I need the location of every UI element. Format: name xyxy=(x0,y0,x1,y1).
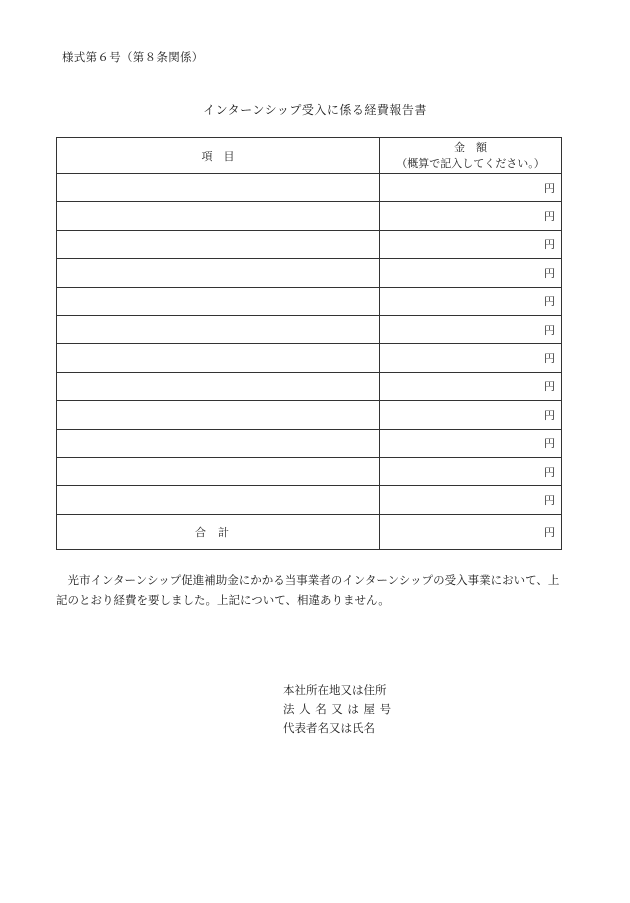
yen-unit: 円 xyxy=(544,437,555,451)
yen-unit: 円 xyxy=(544,352,555,366)
amount-cell[interactable] xyxy=(380,315,562,343)
business-name-label: 法人名又は屋号 xyxy=(283,702,396,716)
item-cell[interactable] xyxy=(57,174,380,202)
yen-unit: 円 xyxy=(544,465,555,479)
yen-unit: 円 xyxy=(544,295,555,309)
yen-unit: 円 xyxy=(544,210,555,224)
table-row xyxy=(57,202,562,230)
yen-unit: 円 xyxy=(544,380,555,394)
item-cell[interactable] xyxy=(57,401,380,429)
table-row xyxy=(57,344,562,372)
item-cell[interactable] xyxy=(57,230,380,258)
amount-cell[interactable] xyxy=(380,174,562,202)
table-row xyxy=(57,372,562,400)
table-row xyxy=(57,259,562,287)
amount-cell[interactable] xyxy=(380,259,562,287)
table-row xyxy=(57,174,562,202)
amount-cell[interactable] xyxy=(380,287,562,315)
item-cell[interactable] xyxy=(57,372,380,400)
total-yen-unit: 円 xyxy=(544,525,555,539)
total-row xyxy=(57,514,562,549)
table-row xyxy=(57,486,562,514)
amount-cell[interactable] xyxy=(380,372,562,400)
amount-cell[interactable] xyxy=(380,457,562,485)
item-cell[interactable] xyxy=(57,287,380,315)
table-row xyxy=(57,401,562,429)
item-cell[interactable] xyxy=(57,259,380,287)
form-number: 様式第６号（第８条関係） xyxy=(62,50,204,64)
amount-cell[interactable] xyxy=(380,202,562,230)
table-row xyxy=(57,230,562,258)
signature-block xyxy=(283,681,396,738)
total-amount[interactable] xyxy=(380,514,562,549)
header-amount-note: （概算で記入してください。） xyxy=(396,156,545,170)
item-cell[interactable] xyxy=(57,429,380,457)
item-cell[interactable] xyxy=(57,315,380,343)
amount-cell[interactable] xyxy=(380,230,562,258)
yen-unit: 円 xyxy=(544,408,555,422)
yen-unit: 円 xyxy=(544,266,555,280)
yen-unit: 円 xyxy=(544,238,555,252)
statement-text: 光市インターンシップ促進補助金にかかる当事業者のインターンシップの受入事業において、上記のとおり経費を要しました。上記について、相違ありません。 xyxy=(56,573,560,607)
item-cell[interactable] xyxy=(57,202,380,230)
header-item: 項 目 xyxy=(57,138,380,174)
item-cell[interactable] xyxy=(57,344,380,372)
table-row xyxy=(57,287,562,315)
yen-unit: 円 xyxy=(544,181,555,195)
table-row xyxy=(57,457,562,485)
table-row xyxy=(57,429,562,457)
amount-cell[interactable] xyxy=(380,486,562,514)
total-label: 合計 xyxy=(57,514,380,549)
item-cell[interactable] xyxy=(57,486,380,514)
yen-unit: 円 xyxy=(544,493,555,507)
document-title: インターンシップ受入に係る経費報告書 xyxy=(203,103,427,117)
expense-table xyxy=(56,137,562,550)
table-row xyxy=(57,315,562,343)
amount-cell[interactable] xyxy=(380,344,562,372)
representative-label: 代表者名又は氏名 xyxy=(283,721,375,735)
item-cell[interactable] xyxy=(57,457,380,485)
address-label: 本社所在地又は住所 xyxy=(283,683,387,697)
amount-cell[interactable] xyxy=(380,429,562,457)
header-amount xyxy=(380,138,562,174)
header-amount-label: 金 額 xyxy=(454,140,487,154)
amount-cell[interactable] xyxy=(380,401,562,429)
yen-unit: 円 xyxy=(544,323,555,337)
